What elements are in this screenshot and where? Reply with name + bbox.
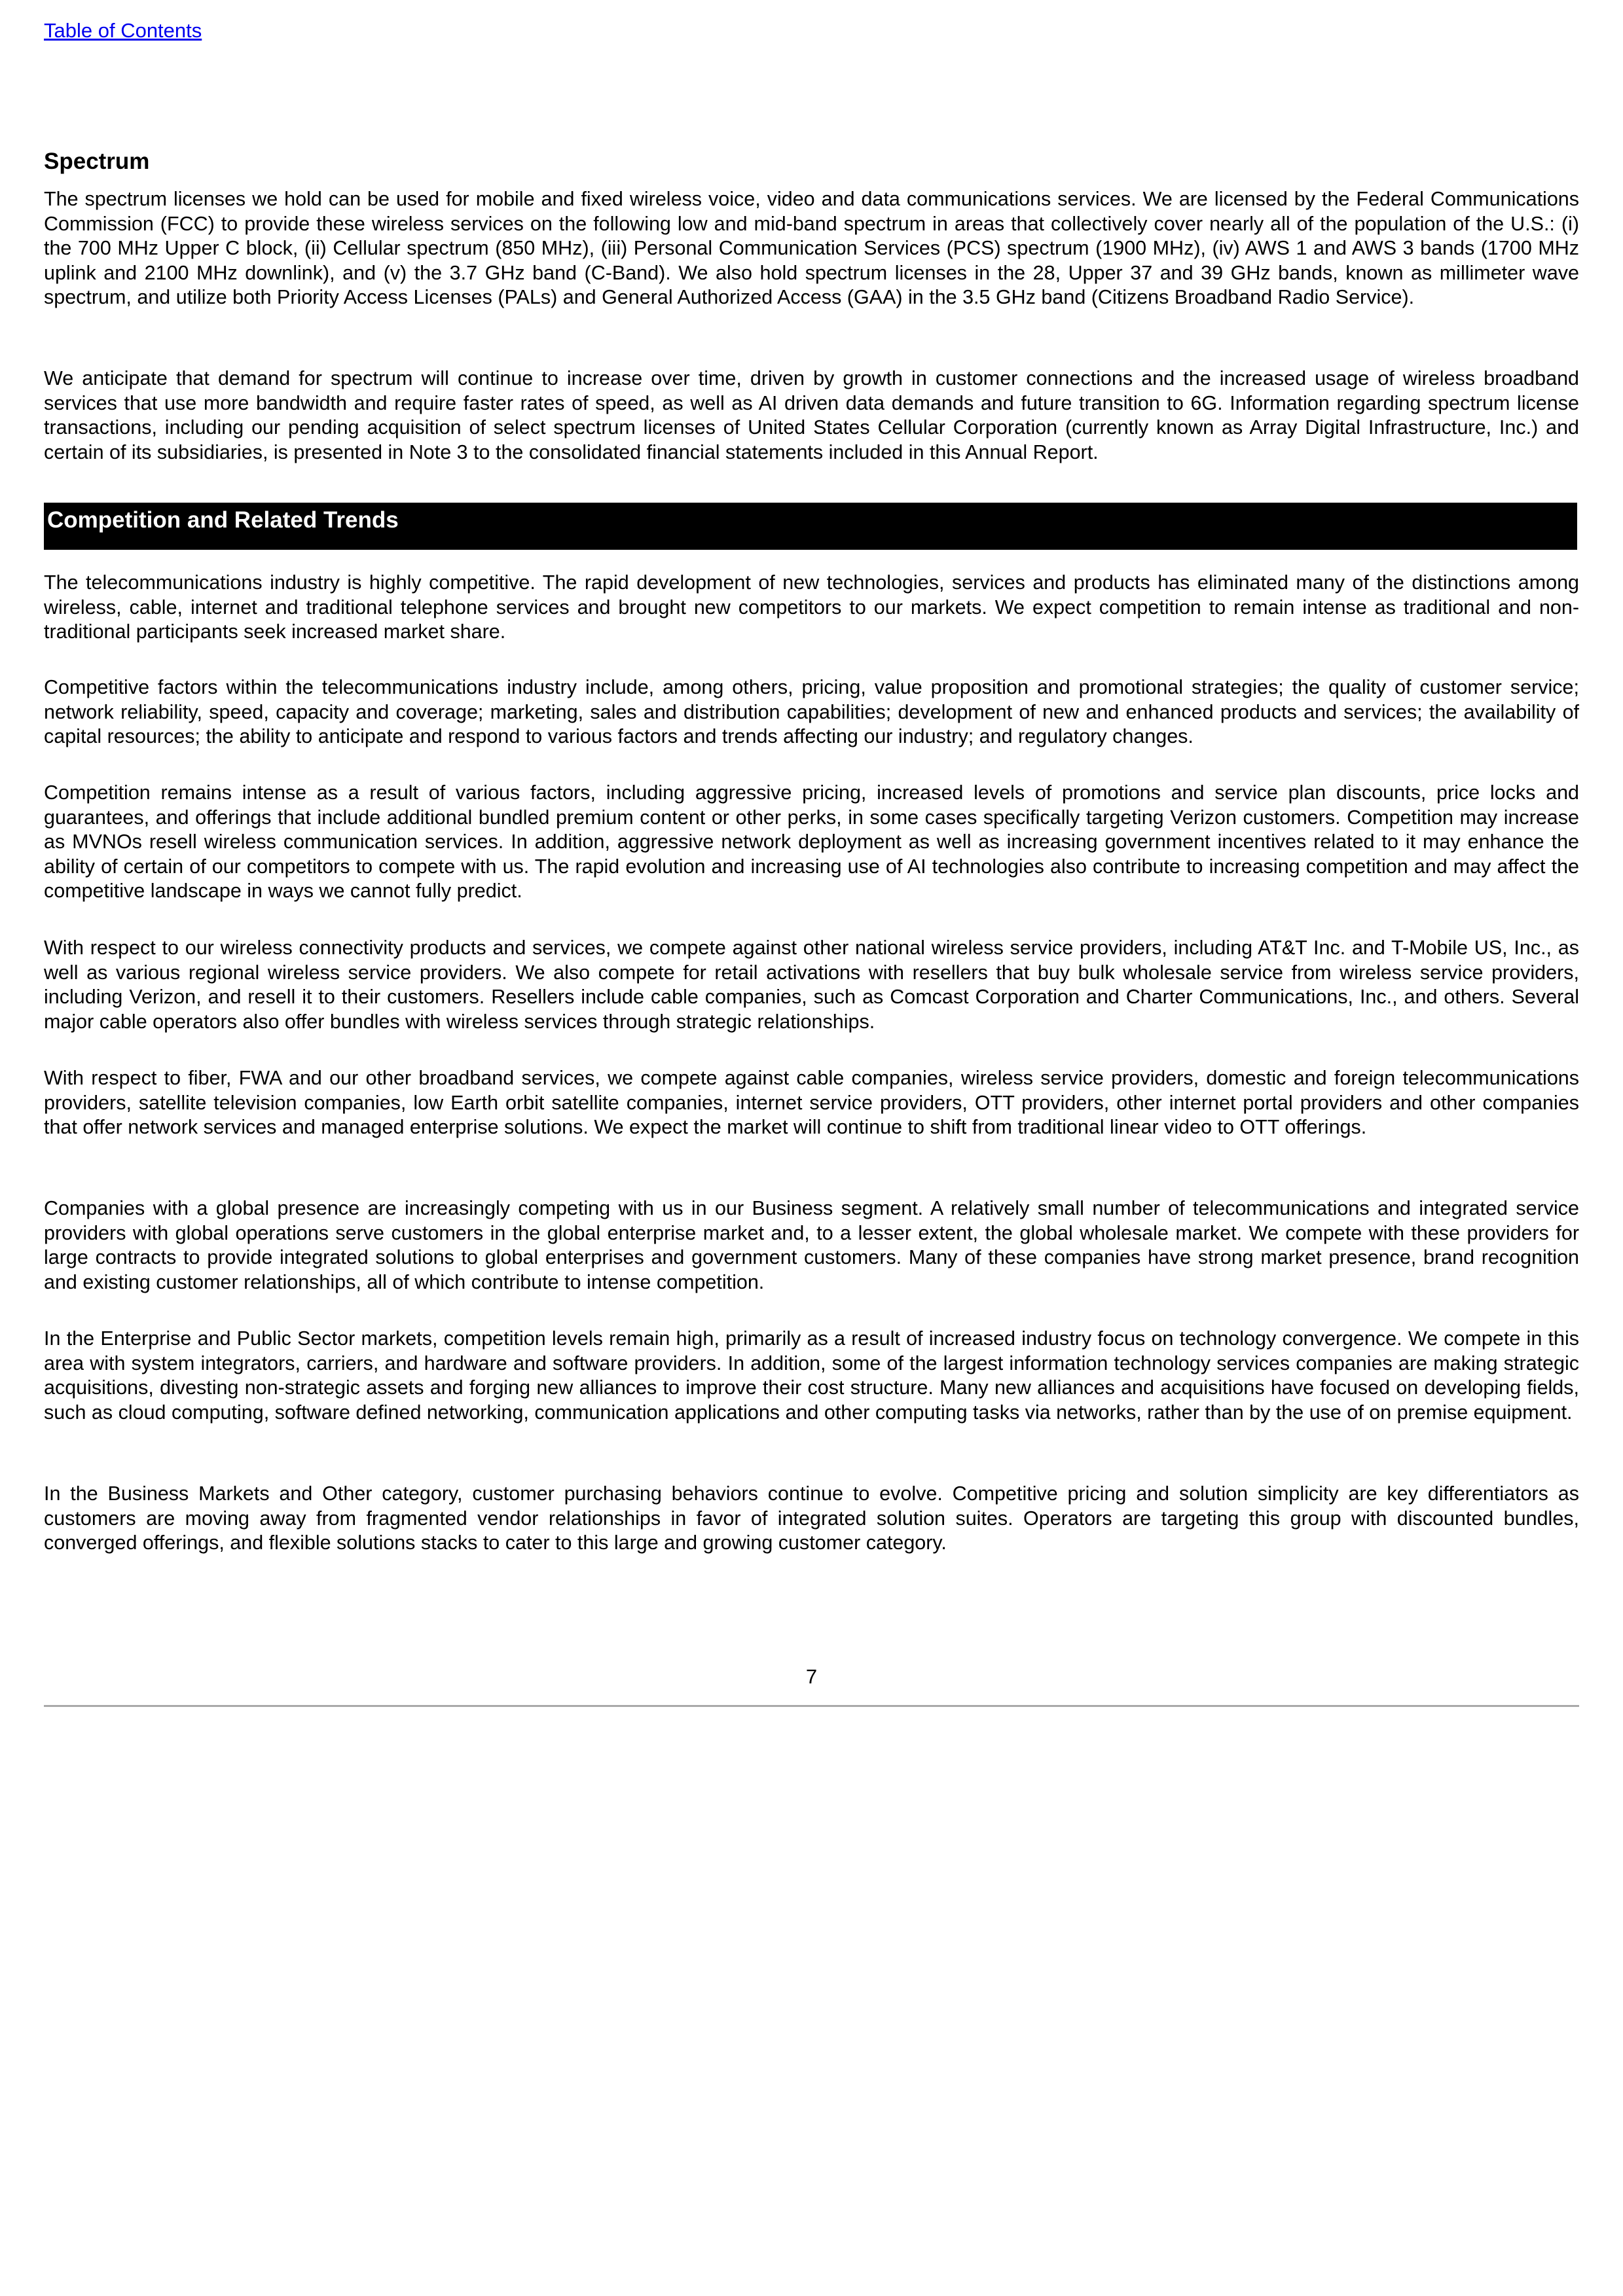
competition-paragraph-8: In the Business Markets and Other category, customer purchasing behaviors continue to evolve. Competitive pricing and solution simplicity are key differentiators as customers are moving away from fragmented vendor relationships in favor of integrated solution suites. Operators are targeting this group with discounted bundles, converged offerings, and flexible solutions stacks to cater to this large and growing customer category. [44, 1482, 1579, 1554]
competition-paragraph-1: The telecommunications industry is highly competitive. The rapid development of new technologies, services and products has eliminated many of the distinctions among wireless, cable, internet and traditional telephone services and brought new competitors to our markets. We expect competition to remain intense as traditional and non-traditional participants seek increased market share. [44, 571, 1579, 643]
competition-heading: Competition and Related Trends [47, 507, 399, 533]
page-number: 7 [805, 1665, 818, 1688]
competition-paragraph-3: Competition remains intense as a result of various factors, including aggressive pricing, increased levels of promotions and service plan discounts, price locks and guarantees, and offerings that include additional bundled premium content or other perks, in some cases specifically targeting Verizon customers. Competition may increase as MVNOs resell wireless communication services. In addition, aggressive network deployment as well as increasing government incentives related to it may enhance the ability of certain of our competitors to compete with us. The rapid evolution and increasing use of AI technologies also contribute to increasing competition and may affect the competitive landscape in ways we cannot fully predict. [44, 781, 1579, 903]
competition-paragraph-2: Competitive factors within the telecommunications industry include, among others, pricing, value proposition and promotional strategies; the quality of customer service; network reliability, speed, capacity and coverage; marketing, sales and distribution capabilities; development of new and enhanced products and services; the availability of capital resources; the ability to anticipate and respond to various factors and trends affecting our industry; and regulatory changes. [44, 676, 1579, 748]
competition-paragraph-7: In the Enterprise and Public Sector markets, competition levels remain high, primarily as a result of increased industry focus on technology convergence. We compete in this area with system integrators, carriers, and hardware and software providers. In addition, some of the largest information technology services companies are making strategic acquisitions, divesting non-strategic assets and forging new alliances to improve their cost structure. Many new alliances and acquisitions have focused on developing fields, such as cloud computing, software defined networking, communication applications and other computing tasks via networks, rather than by the use of on premise equipment. [44, 1327, 1579, 1424]
competition-paragraph-6: Companies with a global presence are increasingly competing with us in our Business segment. A relatively small number of telecommunications and integrated service providers with global operations serve customers in the global enterprise market and, to a lesser extent, the global wholesale market. We compete with these providers for large contracts to provide integrated solutions to global enterprises and government customers. Many of these companies have strong market presence, brand recognition and existing customer relationships, all of which contribute to intense competition. [44, 1197, 1579, 1293]
spectrum-paragraph-1: The spectrum licenses we hold can be used for mobile and fixed wireless voice, video and data communications services. We are licensed by the Federal Communications Commission (FCC) to provide these wireless services on the following low and mid-band spectrum in areas that collectively cover nearly all of the population of the U.S.: (i) the 700 MHz Upper C block, (ii) Cellular spectrum (850 MHz), (iii) Personal Communication Services (PCS) spectrum (1900 MHz), (iv) AWS 1 and AWS 3 bands (1700 MHz uplink and 2100 MHz downlink), and (v) the 3.7 GHz band (C-Band). We also hold spectrum licenses in the 28, Upper 37 and 39 GHz bands, known as millimeter wave spectrum, and utilize both Priority Access Licenses (PALs) and General Authorized Access (GAA) in the 3.5 GHz band (Citizens Broadband Radio Service). [44, 188, 1579, 309]
competition-paragraph-5: With respect to fiber, FWA and our other broadband services, we compete against cable companies, wireless service providers, domestic and foreign telecommunications providers, satellite television companies, low Earth orbit satellite companies, internet service providers, OTT providers, other internet portal providers and other companies that offer network services and managed enterprise solutions. We expect the market will continue to shift from traditional linear video to OTT offerings. [44, 1067, 1579, 1139]
table-of-contents-link[interactable]: Table of Contents [44, 19, 202, 42]
spectrum-paragraph-2: We anticipate that demand for spectrum will continue to increase over time, driven by growth in customer connections and the increased usage of wireless broadband services that use more bandwidth and require faster rates of speed, as well as AI driven data demands and future transition to 6G. Information regarding spectrum license transactions, including our pending acquisition of select spectrum licenses of United States Cellular Corporation (currently known as Array Digital Infrastructure, Inc.) and certain of its subsidiaries, is presented in Note 3 to the consolidated financial statements included in this Annual Report. [44, 367, 1579, 463]
footer-divider [44, 1705, 1579, 1707]
spectrum-heading: Spectrum [44, 149, 150, 174]
competition-paragraph-4: With respect to our wireless connectivity products and services, we compete against other national wireless service providers, including AT&T Inc. and T-Mobile US, Inc., as well as various regional wireless service providers. We also compete for retail activations with resellers that buy bulk wholesale service from wireless service providers, including Verizon, and resell it to their customers. Resellers include cable companies, such as Comcast Corporation and Charter Communications, Inc., and others. Several major cable operators also offer bundles with wireless services through strategic relationships. [44, 937, 1579, 1033]
competition-section-banner [44, 503, 1577, 550]
